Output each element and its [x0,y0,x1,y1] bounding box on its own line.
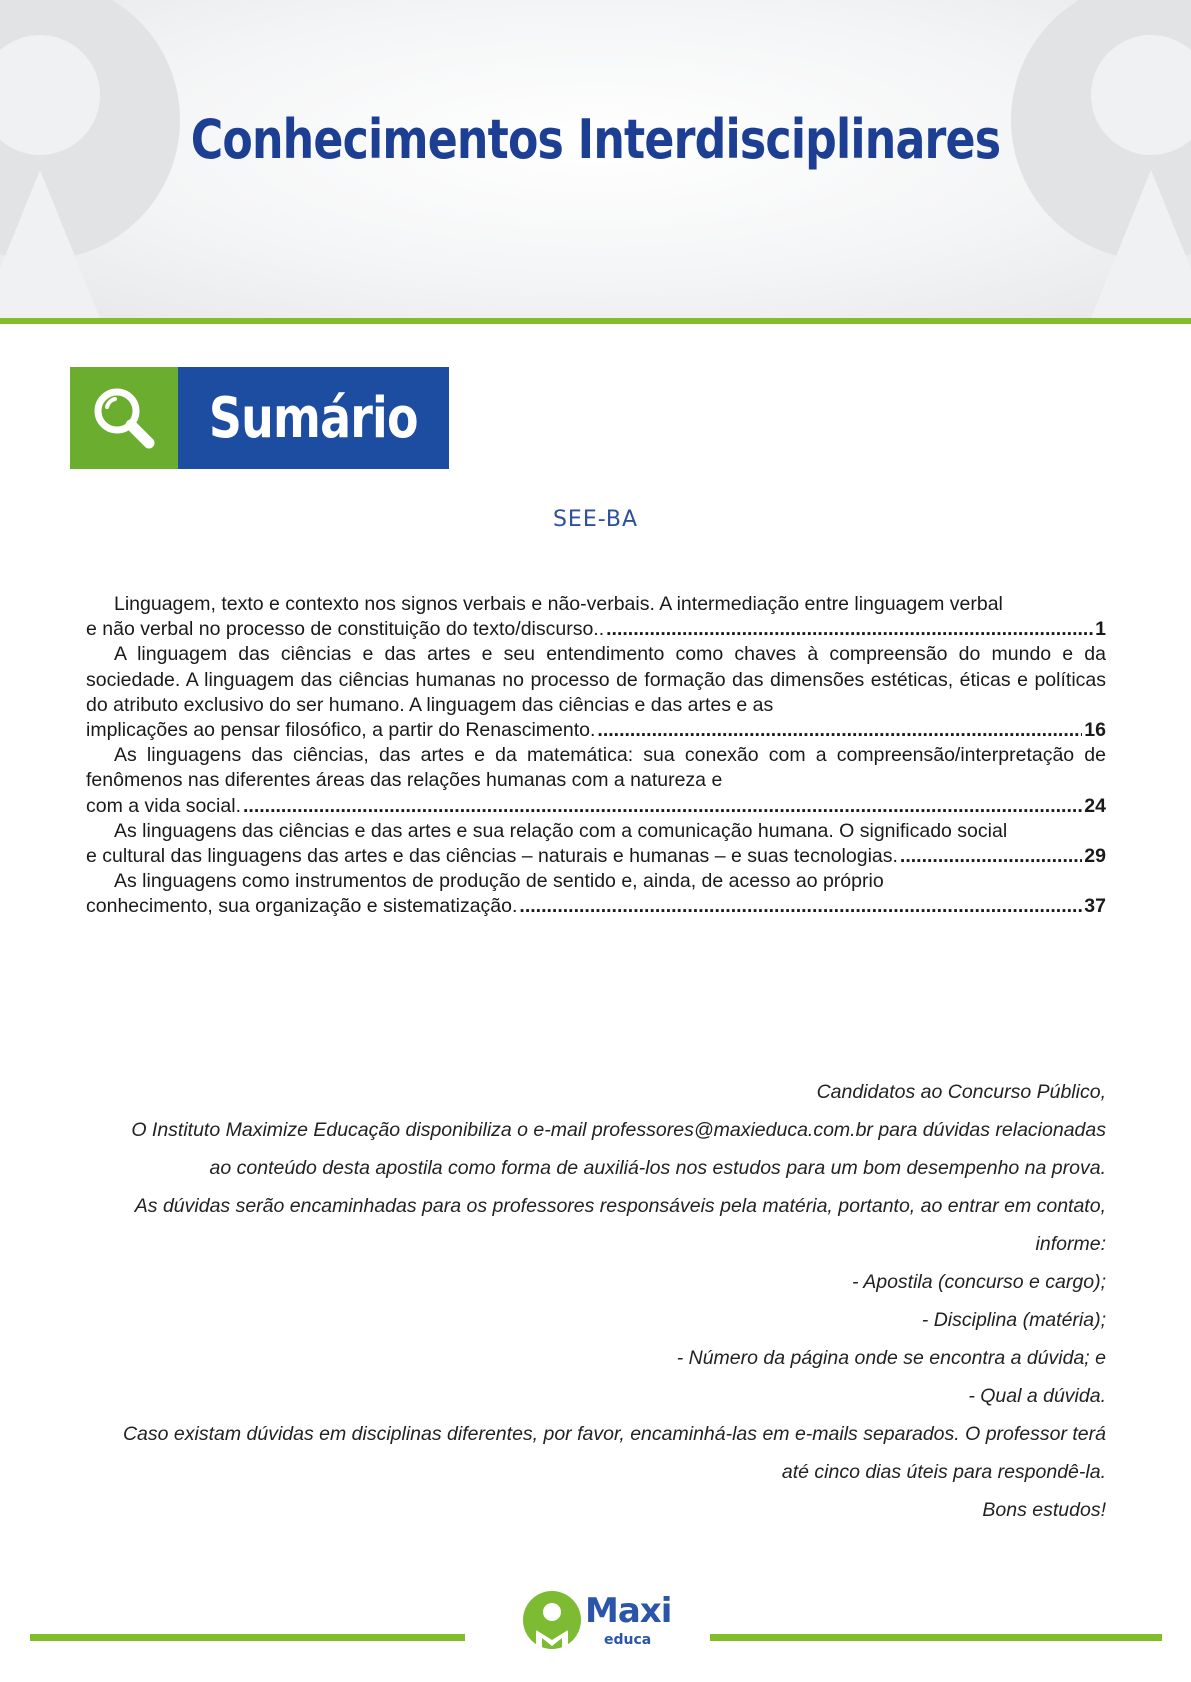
maxi-educa-logo [520,1590,675,1654]
page-header [0,0,1191,318]
summary-heading: Sumário [209,385,418,451]
footer-divider-right [710,1634,1162,1641]
header-divider [0,318,1191,324]
toc-entry-tail: e não verbal no processo de constituição do texto/discurso.. [86,618,605,641]
toc-leader-line [86,718,1106,743]
toc-item[interactable] [86,743,1106,819]
toc-page-number: 24 [1084,794,1106,817]
notice-list-item: - Disciplina (matéria); [921,1309,1106,1331]
toc-entry-text: As linguagens das ciências, das artes e da matemática: sua conexão com a compreensão/interpretação de fenômenos nas diferentes áreas das relações humanas com a natureza e [86,744,1106,792]
toc-leader-line [86,844,1106,869]
toc-item[interactable] [86,642,1106,743]
toc-page-number: 37 [1084,895,1106,918]
toc-leader-line [86,617,1106,642]
toc-entry-tail: com a vida social. [86,794,241,817]
notice-paragraph: O Instituto Maximize Educação disponibiliza o e-mail professores@maxieduca.com.br para dúvidas relacionadas ao conteúdo desta apostila como forma de auxiliá-los nos estudos para um bom desempenho na prova. [131,1119,1106,1179]
logo-subtext: educa [604,1632,652,1648]
table-of-contents [86,592,1106,920]
dot-leader [519,894,1082,919]
toc-item[interactable] [86,869,1106,919]
candidate-notice [110,1073,1106,1529]
document-title: Conhecimentos Interdisciplinares [190,108,1001,171]
notice-signoff: Bons estudos! [982,1499,1106,1521]
toc-entry-tail: implicações ao pensar filosófico, a partir do Renascimento. [86,719,596,742]
notice-list-item: - Número da página onde se encontra a dúvida; e [676,1347,1106,1369]
toc-entry-text: As linguagens como instrumentos de produção de sentido e, ainda, de acesso ao próprio [114,870,884,893]
notice-list-item: - Qual a dúvida. [968,1385,1106,1407]
toc-item[interactable] [86,592,1106,642]
summary-label-box [178,367,449,469]
toc-entry-text: A linguagem das ciências e das artes e seu entendimento como chaves à compreensão do mundo e da sociedade. A linguagem das ciências humanas no processo de formação das dimensões estéticas, éticas e políticas do atributo exclusivo do ser humano. A linguagem das ciências e das artes e as [86,643,1106,716]
toc-leader-line [86,894,1106,919]
toc-page-number: 29 [1084,845,1106,868]
summary-icon-box [70,367,178,469]
toc-entry-text: As linguagens das ciências e das artes e sua relação com a comunicação humana. O significado social [114,819,1008,842]
dot-leader [243,794,1082,819]
summary-banner [70,367,449,469]
notice-paragraph: Caso existam dúvidas em disciplinas diferentes, por favor, encaminhá-las em e-mails separados. O professor terá até cinco dias úteis para respondê-la. [122,1423,1106,1483]
toc-entry-tail: conhecimento, sua organização e sistematização. [86,895,518,918]
toc-leader-line [86,794,1106,819]
magnifier-icon [87,381,161,455]
logo-wordmark: Maxi [585,1591,672,1631]
footer-divider-left [30,1634,465,1641]
dot-leader [606,617,1093,642]
toc-entry-tail: e cultural das linguagens das artes e das ciências – naturais e humanas – e suas tecnologias. [86,845,898,868]
notice-greeting: Candidatos ao Concurso Público, [816,1081,1106,1103]
dot-leader [900,844,1082,869]
toc-page-number: 16 [1084,719,1106,742]
toc-entry-text: Linguagem, texto e contexto nos signos verbais e não-verbais. A intermediação entre linguagem verbal [114,593,1003,615]
toc-item[interactable] [86,819,1106,869]
notice-paragraph: As dúvidas serão encaminhadas para os professores responsáveis pela matéria, portanto, ao entrar em contato, informe: [134,1195,1106,1255]
maxi-person-icon [520,1590,584,1654]
notice-list-item: - Apostila (concurso e cargo); [852,1271,1106,1293]
dot-leader [597,718,1082,743]
toc-page-number: 1 [1095,618,1106,641]
exam-subtitle: SEE-BA [552,507,639,532]
